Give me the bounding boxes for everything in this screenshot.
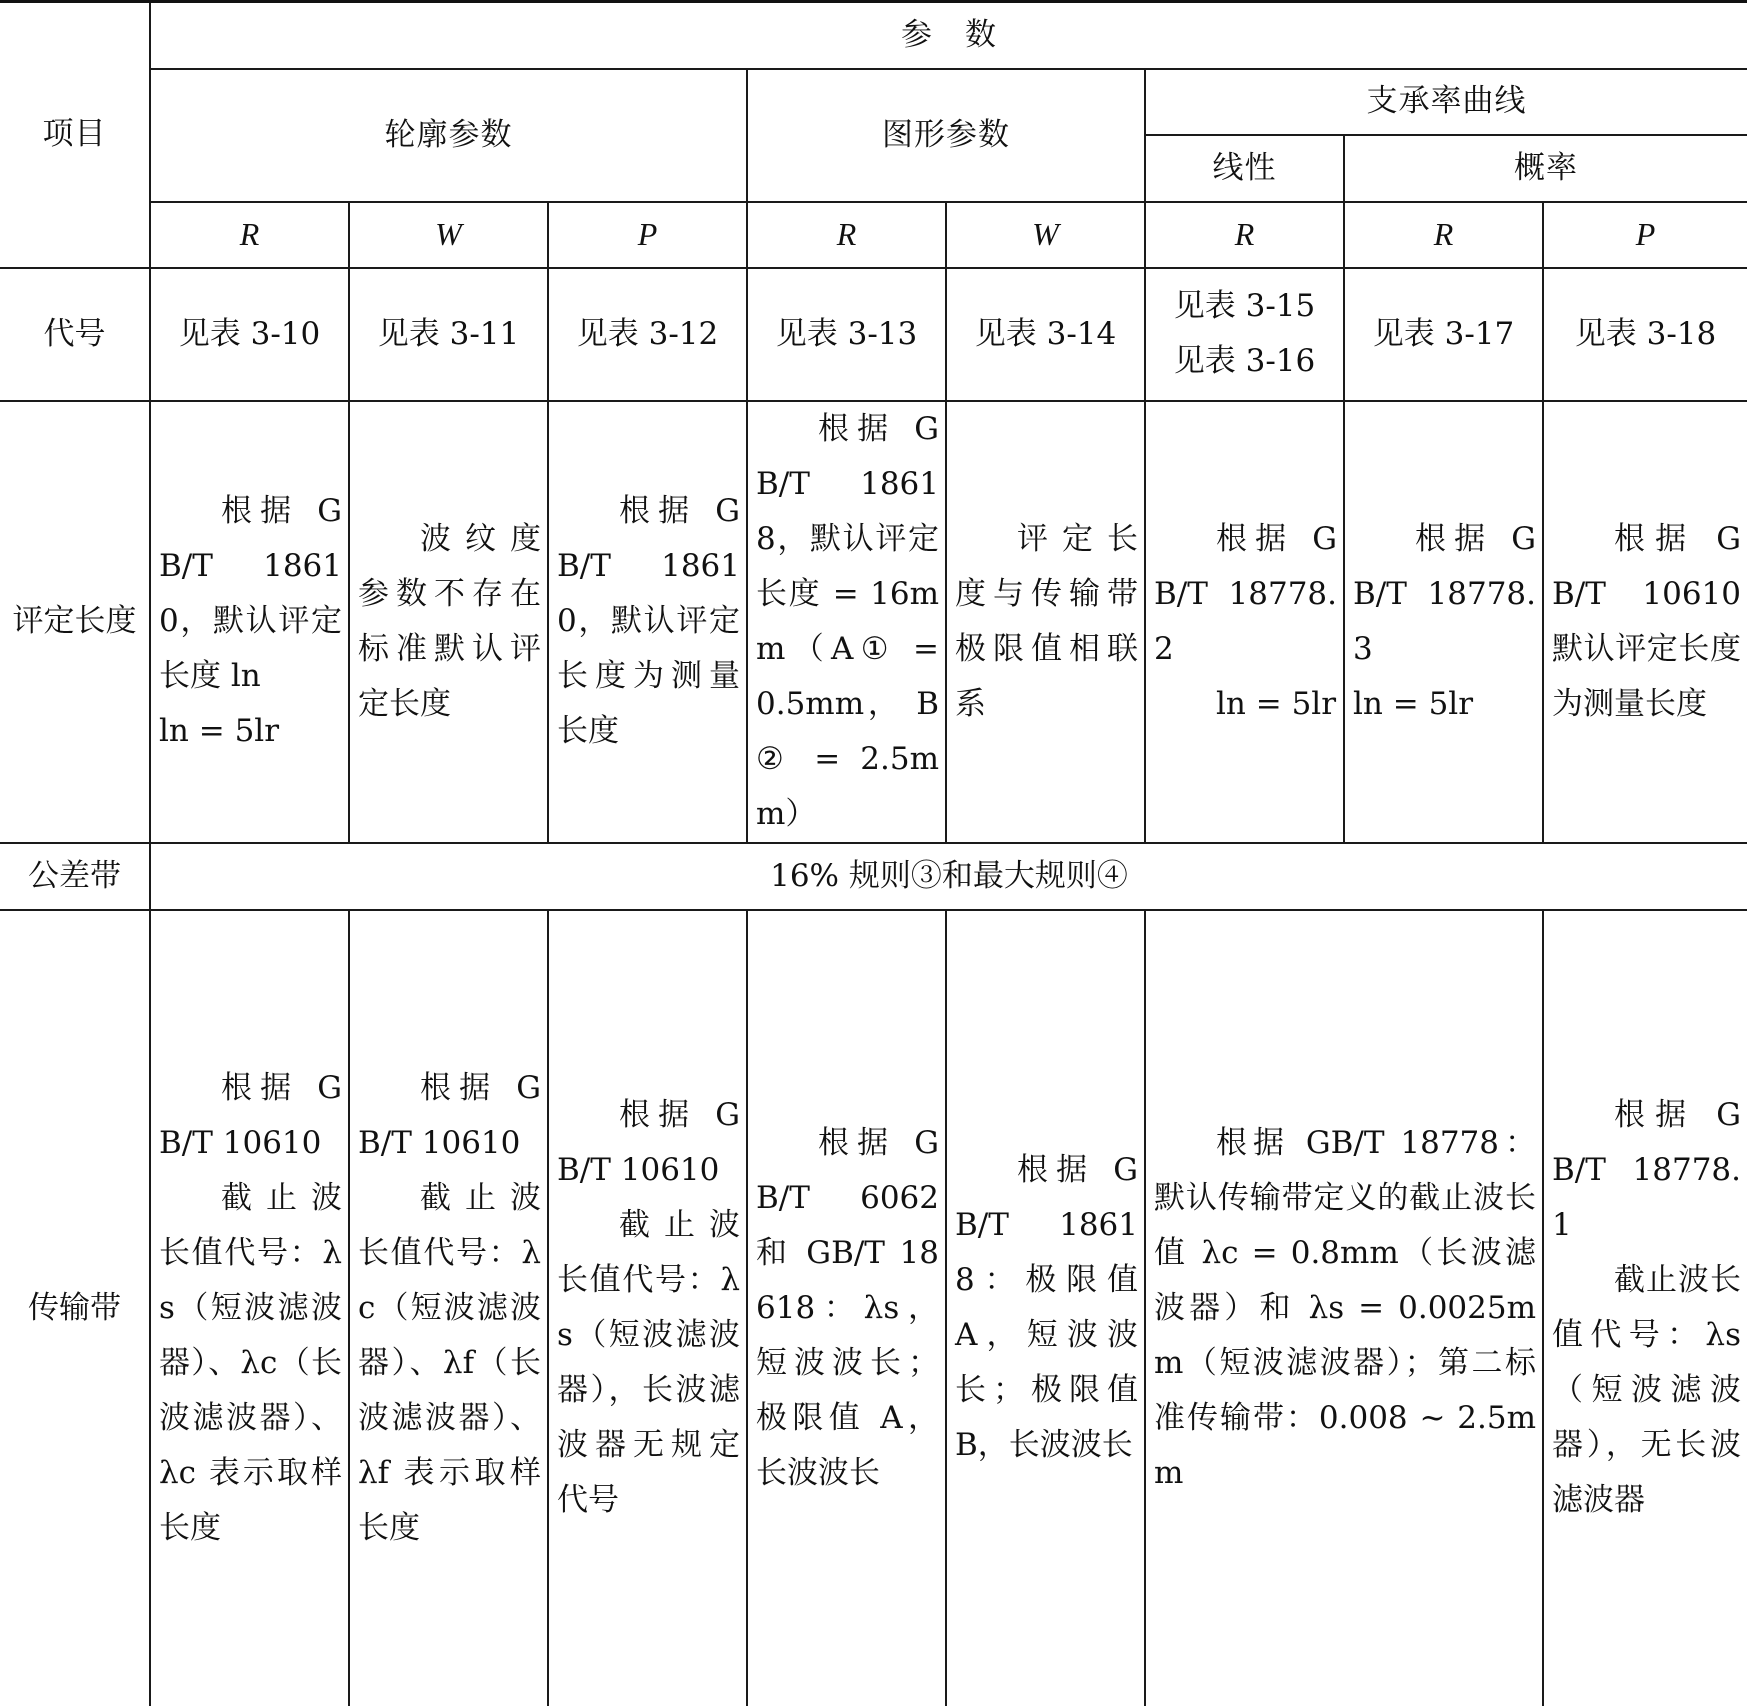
code-cell: 见表 3-11 bbox=[349, 268, 548, 401]
transmission-text: 根据 GB/T 10610 bbox=[557, 1097, 740, 1188]
transmission-row bbox=[0, 910, 1747, 1706]
eval-cell bbox=[946, 401, 1145, 843]
sub-header-cell: W bbox=[946, 202, 1145, 268]
code-row bbox=[0, 268, 1747, 401]
eval-cell bbox=[1344, 401, 1543, 843]
transmission-text: 根据 GB/T 18778.1 bbox=[1552, 1097, 1741, 1243]
sub-header-cell: P bbox=[1543, 202, 1747, 268]
eval-formula: ln = 5lr bbox=[1353, 685, 1474, 722]
transmission-cell bbox=[946, 910, 1145, 1706]
tolerance-row bbox=[0, 843, 1747, 910]
eval-cell bbox=[1543, 401, 1747, 843]
code-cell-line: 见表 3-16 bbox=[1173, 343, 1316, 379]
code-cell: 见表 3-12 bbox=[548, 268, 747, 401]
transmission-text: 截止波长值代号：λs（短波滤波器），无长波滤波器 bbox=[1552, 1262, 1741, 1518]
eval-text: 根据 GB/T 18778.3 bbox=[1353, 520, 1536, 667]
header-linear: 线性 bbox=[1145, 135, 1344, 202]
eval-text: 根据 GB/T 18610，默认评定长度为测量长度 bbox=[557, 493, 740, 749]
transmission-cell bbox=[747, 910, 946, 1706]
header-item: 项目 bbox=[0, 2, 150, 268]
eval-text: 根据 GB/T 18610，默认评定长度 ln bbox=[159, 493, 342, 694]
row-label-tolerance: 公差带 bbox=[0, 843, 150, 910]
eval-text: 根据 GB/T 18778.2 bbox=[1154, 520, 1337, 667]
code-cell: 见表 3-17 bbox=[1344, 268, 1543, 401]
tolerance-value: 16% 规则③和最大规则④ bbox=[150, 843, 1747, 910]
eval-cell bbox=[548, 401, 747, 843]
eval-text: 根据 GB/T 18618，默认评定长度 = 16mm（A① = 0.5mm， B② = 2.5mm） bbox=[756, 410, 939, 832]
eval-cell bbox=[747, 401, 946, 843]
transmission-cell bbox=[150, 910, 349, 1706]
transmission-text: 截止波长值代号：λs（短波滤波器）、λc（长波滤波器）、λc 表示取样长度 bbox=[159, 1179, 342, 1546]
header-profile-params: 轮廓参数 bbox=[150, 69, 747, 202]
header-motif-params: 图形参数 bbox=[747, 69, 1145, 202]
header-bearing-curve: 支承率曲线 bbox=[1145, 69, 1747, 135]
sub-header-cell: R bbox=[747, 202, 946, 268]
code-cell: 见表 3-13 bbox=[747, 268, 946, 401]
row-label-code: 代号 bbox=[0, 268, 150, 401]
code-cell-line: 见表 3-15 bbox=[1173, 288, 1316, 324]
header-probability: 概率 bbox=[1344, 135, 1747, 202]
eval-cell bbox=[1145, 401, 1344, 843]
transmission-text: 根据 GB/T 18618：极限值 A，短波波长；极限值 B，长波波长 bbox=[955, 1152, 1138, 1463]
row-label-transmission: 传输带 bbox=[0, 910, 150, 1706]
code-cell: 见表 3-10 bbox=[150, 268, 349, 401]
sub-header-cell: R bbox=[1145, 202, 1344, 268]
eval-length-row bbox=[0, 401, 1747, 843]
eval-text: 波纹度参数不存在标准默认评定长度 bbox=[358, 520, 541, 722]
code-cell: 见表 3-18 bbox=[1543, 268, 1747, 401]
eval-cell bbox=[349, 401, 548, 843]
eval-formula: ln = 5lr bbox=[159, 713, 280, 749]
eval-cell bbox=[150, 401, 349, 843]
transmission-cell bbox=[548, 910, 747, 1706]
sub-header-cell: P bbox=[548, 202, 747, 268]
header-params: 参 数 bbox=[150, 2, 1747, 69]
eval-text: 评定长度与传输带极限值相联系 bbox=[955, 520, 1138, 722]
transmission-text: 截止波长值代号：λc（短波滤波器）、λf（长波滤波器）、λf 表示取样长度 bbox=[358, 1179, 541, 1546]
transmission-text: 根据 GB/T 18778：默认传输带定义的截止波长值 λc = 0.8mm（长波滤波器）和 λs = 0.0025mm（短波滤波器）；第二标准传输带：0.008 ~ 2.5mm bbox=[1154, 1124, 1536, 1491]
sub-header-cell: R bbox=[1344, 202, 1543, 268]
transmission-text: 根据 GB/T 6062 和 GB/T 18618：λs，短波波长；极限值 A，长波波长 bbox=[756, 1124, 939, 1491]
transmission-text: 根据 GB/T 10610 bbox=[358, 1069, 541, 1161]
sub-header-cell: R bbox=[150, 202, 349, 268]
eval-text: 根据 GB/T 10610 默认评定长度为测量长度 bbox=[1552, 520, 1741, 722]
transmission-cell bbox=[1145, 910, 1543, 1706]
transmission-cell bbox=[349, 910, 548, 1706]
eval-formula: ln = 5lr bbox=[1216, 685, 1337, 722]
transmission-text: 截止波长值代号：λs（短波滤波器），长波滤波器无规定代号 bbox=[557, 1207, 740, 1518]
header-row-4 bbox=[0, 202, 1747, 268]
code-cell: 见表 3-14 bbox=[946, 268, 1145, 401]
sub-header-cell: W bbox=[349, 202, 548, 268]
header-row-2 bbox=[0, 69, 1747, 135]
header-row-1 bbox=[0, 2, 1747, 69]
row-label-eval-length: 评定长度 bbox=[0, 401, 150, 843]
transmission-text: 根据 GB/T 10610 bbox=[159, 1069, 342, 1161]
code-cell bbox=[1145, 268, 1344, 401]
transmission-cell bbox=[1543, 910, 1747, 1706]
